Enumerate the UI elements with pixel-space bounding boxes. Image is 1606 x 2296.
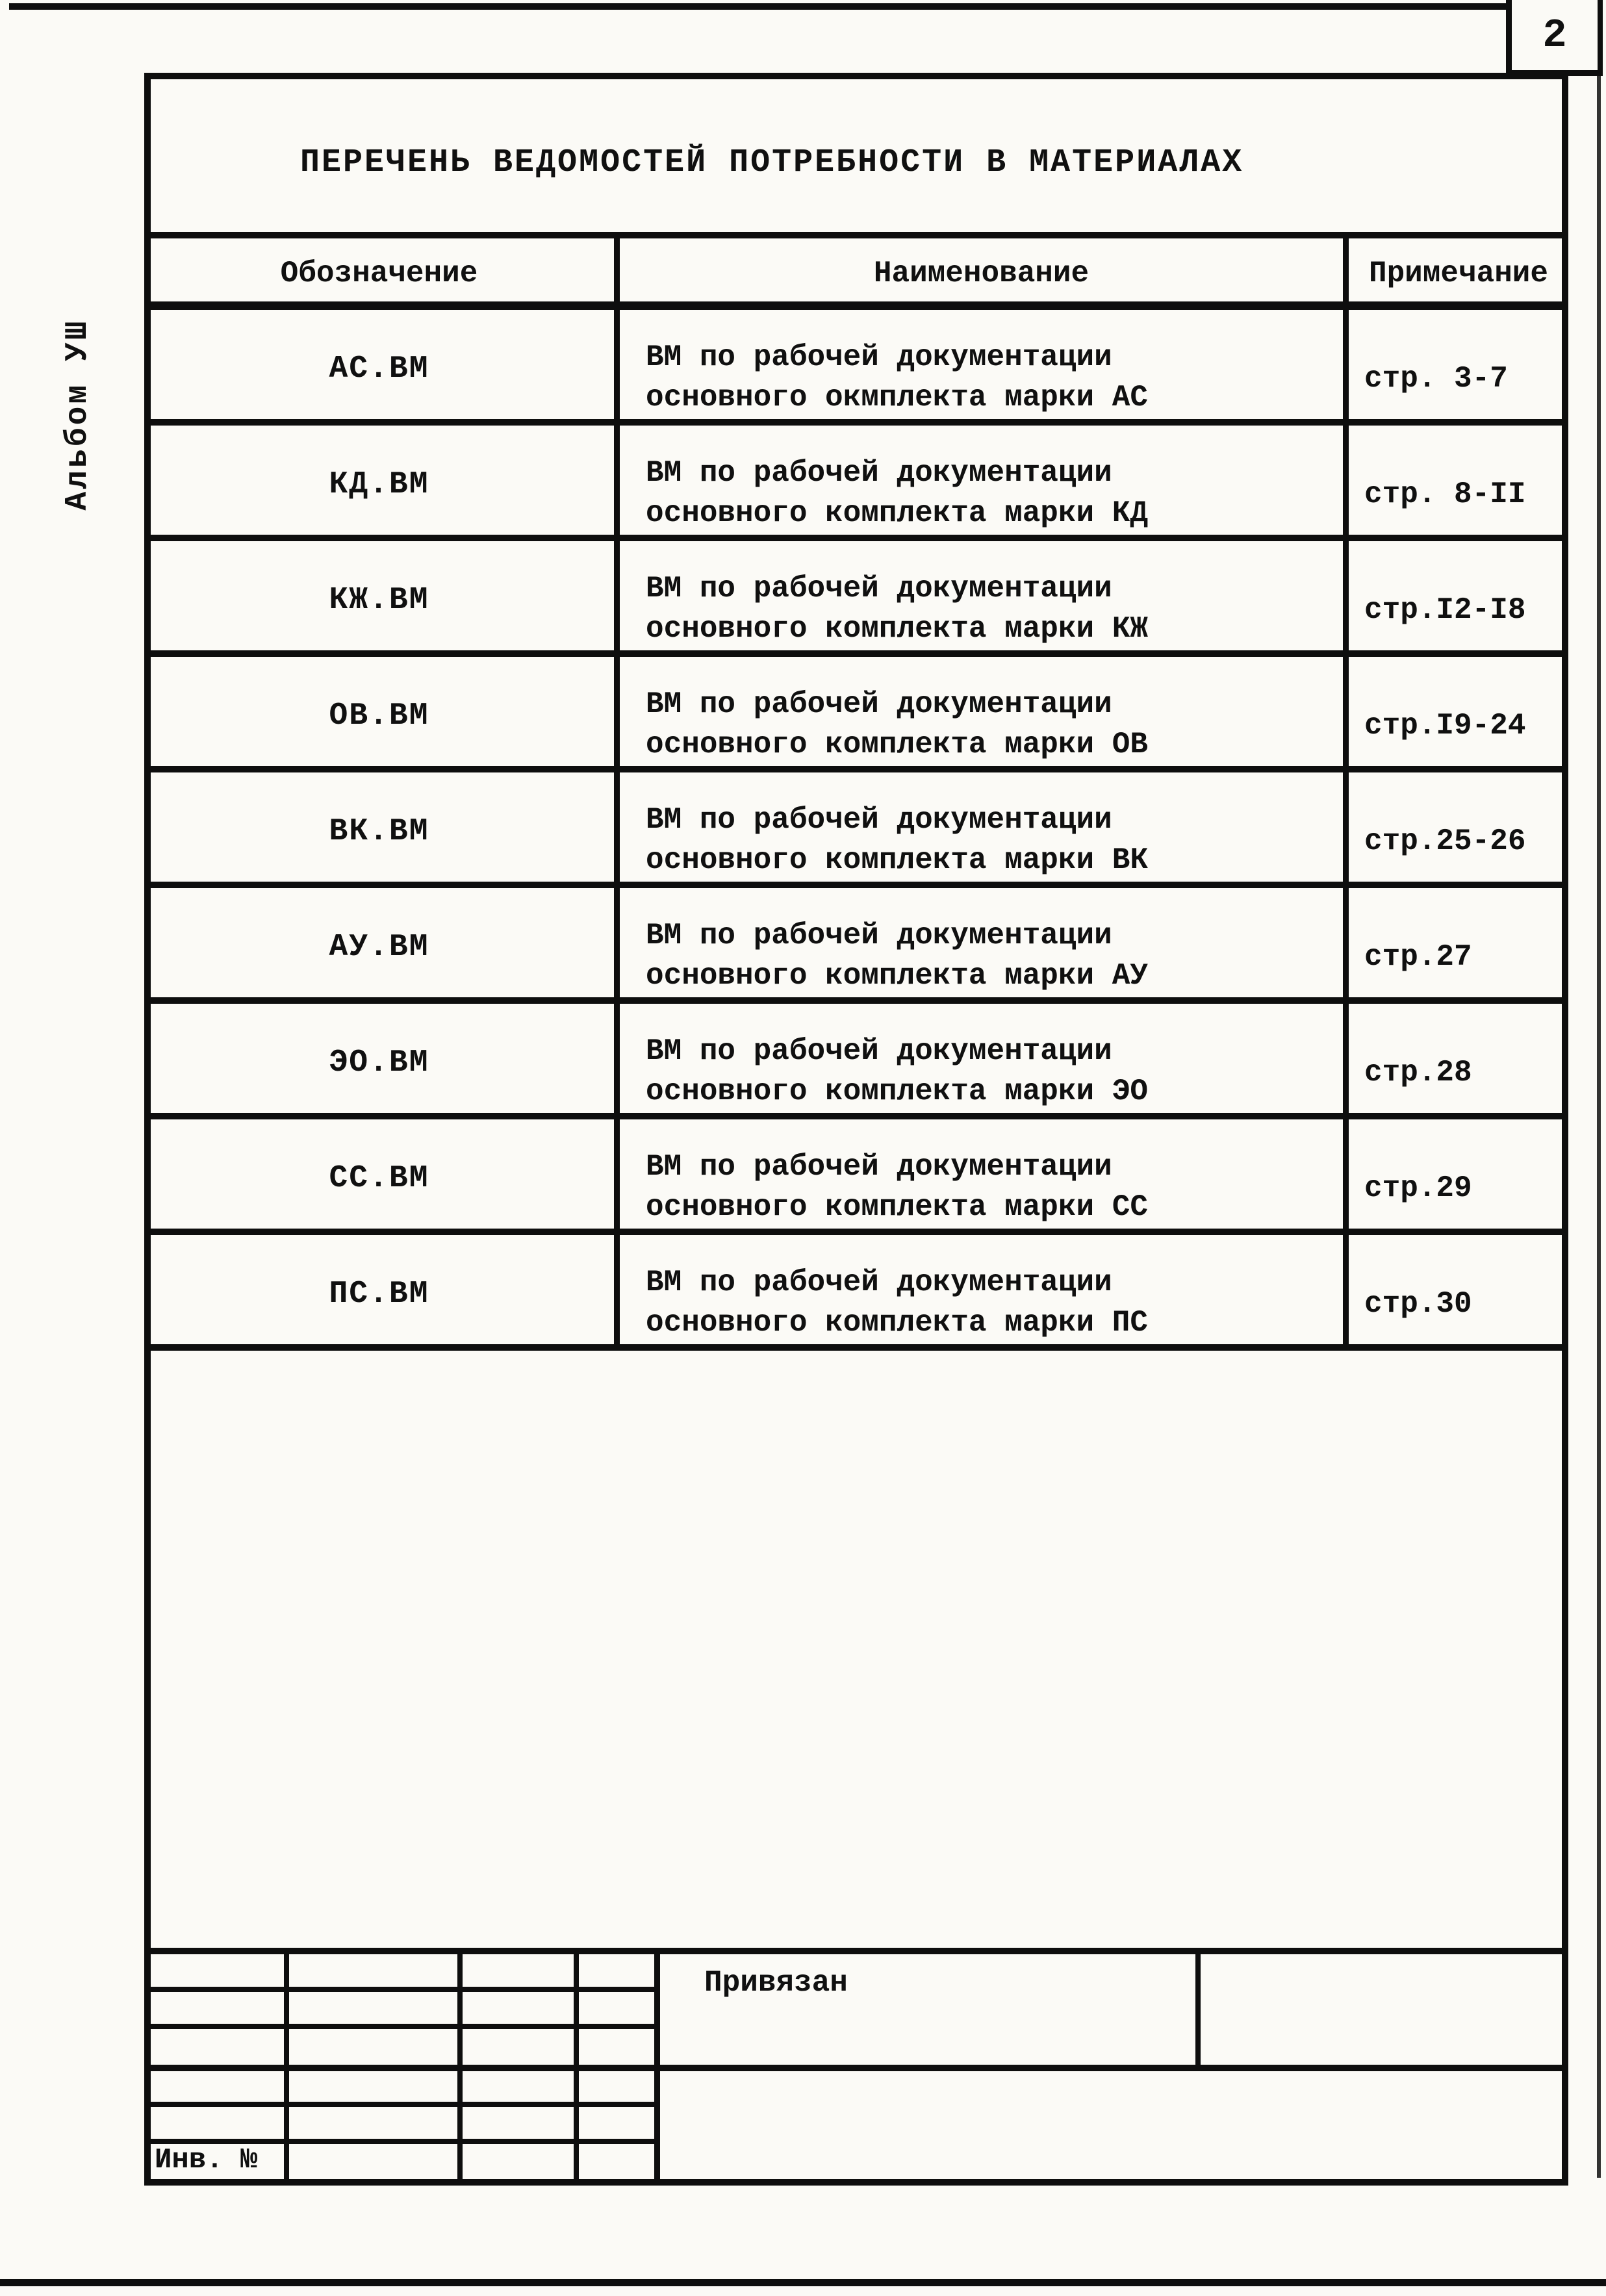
- page-number-box: [1506, 0, 1603, 76]
- cell-name: [614, 888, 1343, 997]
- name-line-2: основного комплекта марки КЖ: [646, 612, 1148, 646]
- top-page-rule: [9, 3, 1507, 10]
- cell-note: стр.30: [1343, 1235, 1568, 1344]
- album-side-label: Альбом УШ: [60, 318, 96, 511]
- name-line-1: ВМ по рабочей документации: [646, 1266, 1112, 1299]
- grid-rule: [654, 1948, 660, 2186]
- cell-name: [614, 657, 1343, 766]
- cell-note: стр. 3-7: [1343, 310, 1568, 419]
- name-line-2: основного комплекта марки ПС: [646, 1306, 1148, 1340]
- cell-designation: ОВ.ВМ: [329, 698, 429, 733]
- cell-designation: АУ.ВМ: [329, 930, 429, 965]
- title-block-mid-rule: [144, 2065, 1568, 2071]
- cell-note: стр.29: [1343, 1119, 1568, 1229]
- cell-designation: АС.ВМ: [329, 351, 429, 387]
- cell-designation: ВК.ВМ: [329, 814, 429, 849]
- cell-note: стр. 8-II: [1343, 426, 1568, 535]
- document-title: ПЕРЕЧЕНЬ ВЕДОМОСТЕЙ ПОТРЕБНОСТИ В МАТЕРИАЛАХ: [300, 144, 1244, 181]
- table-row: [144, 310, 1568, 426]
- table-row: [144, 657, 1568, 772]
- title-block-top-rule: [144, 1948, 1568, 1954]
- cell-designation: КЖ.ВМ: [329, 583, 429, 618]
- name-line-1: ВМ по рабочей документации: [646, 919, 1112, 952]
- cell-name: [614, 426, 1343, 535]
- name-line-1: ВМ по рабочей документации: [646, 687, 1112, 721]
- header-name: Наименование: [614, 238, 1343, 301]
- inventory-number-label: Инв. №: [155, 2144, 258, 2176]
- cell-name: [614, 1235, 1343, 1344]
- right-page-rule: [1597, 73, 1601, 2178]
- name-line-2: основного комплекта марки КД: [646, 496, 1148, 530]
- cell-name: [614, 772, 1343, 882]
- cell-note: стр.25-26: [1343, 772, 1568, 882]
- cell-designation: ПС.ВМ: [329, 1277, 429, 1312]
- table-row: [144, 541, 1568, 657]
- cell-note: стр.27: [1343, 888, 1568, 997]
- cell-designation: КД.ВМ: [329, 467, 429, 502]
- table-row: [144, 426, 1568, 541]
- name-line-1: ВМ по рабочей документации: [646, 340, 1112, 374]
- cell-note: стр.I9-24: [1343, 657, 1568, 766]
- table-row: [144, 1004, 1568, 1119]
- name-line-2: основного окмплекта марки АС: [646, 381, 1148, 415]
- table-row: [144, 1119, 1568, 1235]
- cell-name: [614, 1119, 1343, 1229]
- cell-name: [614, 310, 1343, 419]
- grid-rule: [284, 1948, 289, 2186]
- name-line-2: основного комплекта марки ОВ: [646, 728, 1148, 761]
- name-line-1: ВМ по рабочей документации: [646, 456, 1112, 490]
- name-line-2: основного комплекта марки АУ: [646, 959, 1148, 993]
- header-designation: Обозначение: [280, 257, 478, 290]
- cell-designation: СС.ВМ: [329, 1161, 429, 1196]
- header-note: Примечание: [1343, 238, 1568, 301]
- name-line-1: ВМ по рабочей документации: [646, 1034, 1112, 1068]
- table-row: [144, 888, 1568, 1004]
- name-line-1: ВМ по рабочей документации: [646, 1150, 1112, 1184]
- name-line-2: основного комплекта марки СС: [646, 1190, 1148, 1224]
- table-header-row: [144, 238, 1568, 310]
- table-row: [144, 772, 1568, 888]
- name-line-1: ВМ по рабочей документации: [646, 803, 1112, 837]
- cell-name: [614, 1004, 1343, 1113]
- cell-designation: ЭО.ВМ: [329, 1045, 429, 1080]
- name-line-2: основного комплекта марки ВК: [646, 843, 1148, 877]
- page-number: 2: [1542, 12, 1567, 58]
- title-block: [144, 1948, 1568, 2186]
- grid-rule: [574, 1948, 579, 2186]
- cell-note: стр.I2-I8: [1343, 541, 1568, 650]
- materials-table: [144, 232, 1568, 1351]
- cell-note: стр.28: [1343, 1004, 1568, 1113]
- name-line-2: основного комплекта марки ЭО: [646, 1075, 1148, 1108]
- name-line-1: ВМ по рабочей документации: [646, 572, 1112, 606]
- bottom-page-rule: [0, 2279, 1606, 2286]
- table-row: [144, 1235, 1568, 1351]
- cell-name: [614, 541, 1343, 650]
- attached-label: Привязан: [704, 1966, 848, 2000]
- grid-rule: [457, 1948, 463, 2186]
- grid-rule: [1195, 1948, 1201, 2071]
